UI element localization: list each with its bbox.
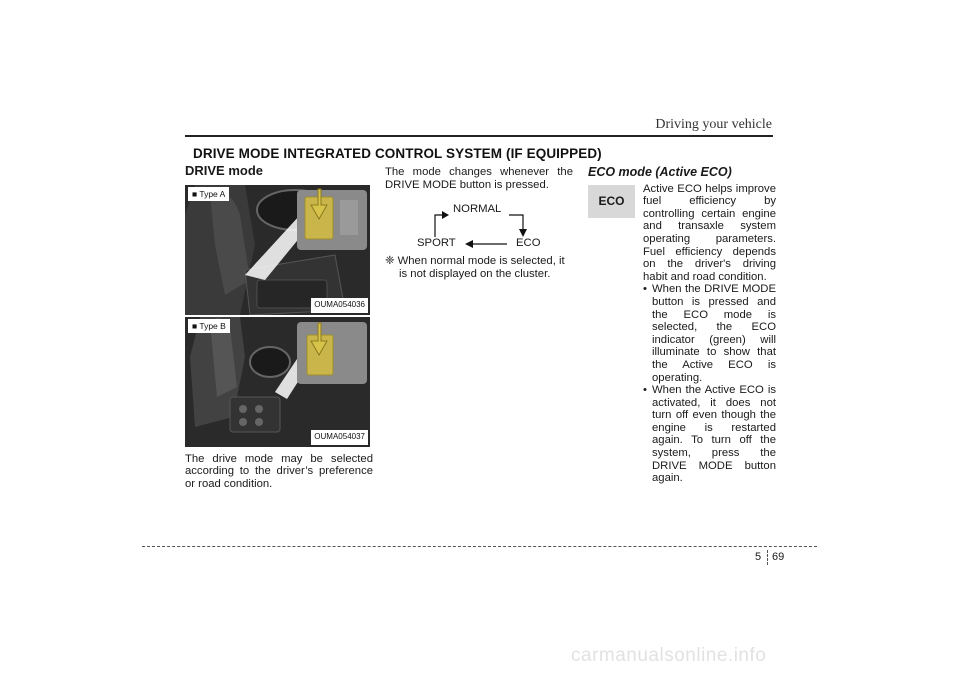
mode-cycle-diagram	[385, 197, 573, 255]
console-illustration-b	[185, 317, 370, 447]
column-eco-mode	[588, 166, 776, 485]
eco-bullet-2	[643, 384, 776, 485]
mode-cycle-intro: The mode changes whenever the DRIVE MODE button is pressed.	[385, 166, 573, 191]
drive-mode-body: The drive mode may be selected according to the driver’s preference or road condition.	[185, 452, 373, 490]
section-title: DRIVE MODE INTEGRATED CONTROL SYSTEM (IF EQUIPPED)	[193, 146, 602, 161]
chapter-title: Driving your vehicle	[655, 117, 772, 132]
page-number: 69	[772, 551, 785, 563]
section-number: 5	[755, 551, 762, 563]
console-photo-type-b	[185, 317, 370, 447]
note-symbol: ❈	[385, 255, 395, 268]
column-drive-mode	[185, 165, 373, 490]
bullet-mark: •	[643, 283, 647, 296]
footer-rule	[142, 546, 817, 547]
watermark: carmanualsonline.info	[571, 645, 767, 666]
normal-mode-note	[385, 255, 573, 280]
eco-mode-heading: ECO mode (Active ECO)	[588, 165, 732, 179]
eco-bullet-1	[643, 283, 776, 384]
page-separator	[767, 550, 768, 565]
eco-bullet-1-text: When the DRIVE MODE button is pressed and the ECO mode is selected, the ECO indicator (green) will illuminate to show that the Active ECO is operating.	[652, 283, 776, 384]
type-b-label: ■ Type B	[188, 319, 230, 334]
drive-mode-heading: DRIVE mode	[185, 163, 264, 178]
eco-mode-text	[643, 183, 776, 485]
eco-intro: Active ECO helps improve fuel efficiency by controlling certain engine and transaxle system operating parameters. Fuel efficiency depends on the driver's driving habit and road condition.	[643, 182, 776, 283]
eco-badge: ECO	[588, 185, 635, 218]
mode-eco-label: ECO	[516, 237, 541, 250]
mode-normal-label: NORMAL	[453, 203, 502, 216]
image-code-a: OUMA054036	[311, 298, 368, 313]
column-mode-cycle	[385, 166, 573, 280]
header-rule	[185, 135, 773, 137]
console-illustration-a	[185, 185, 370, 315]
note-text: When normal mode is selected, it is not displayed on the cluster.	[397, 255, 565, 280]
image-code-b: OUMA054037	[311, 430, 368, 445]
mode-sport-label: SPORT	[417, 237, 456, 250]
eco-bullet-2-text: When the Active ECO is activated, it does not turn off even though the engine is restarted again. To turn off the system, press the DRIVE MODE button again.	[652, 384, 776, 485]
bullet-mark: •	[643, 384, 647, 397]
type-a-label: ■ Type A	[188, 187, 229, 202]
console-photo-type-a	[185, 185, 370, 315]
